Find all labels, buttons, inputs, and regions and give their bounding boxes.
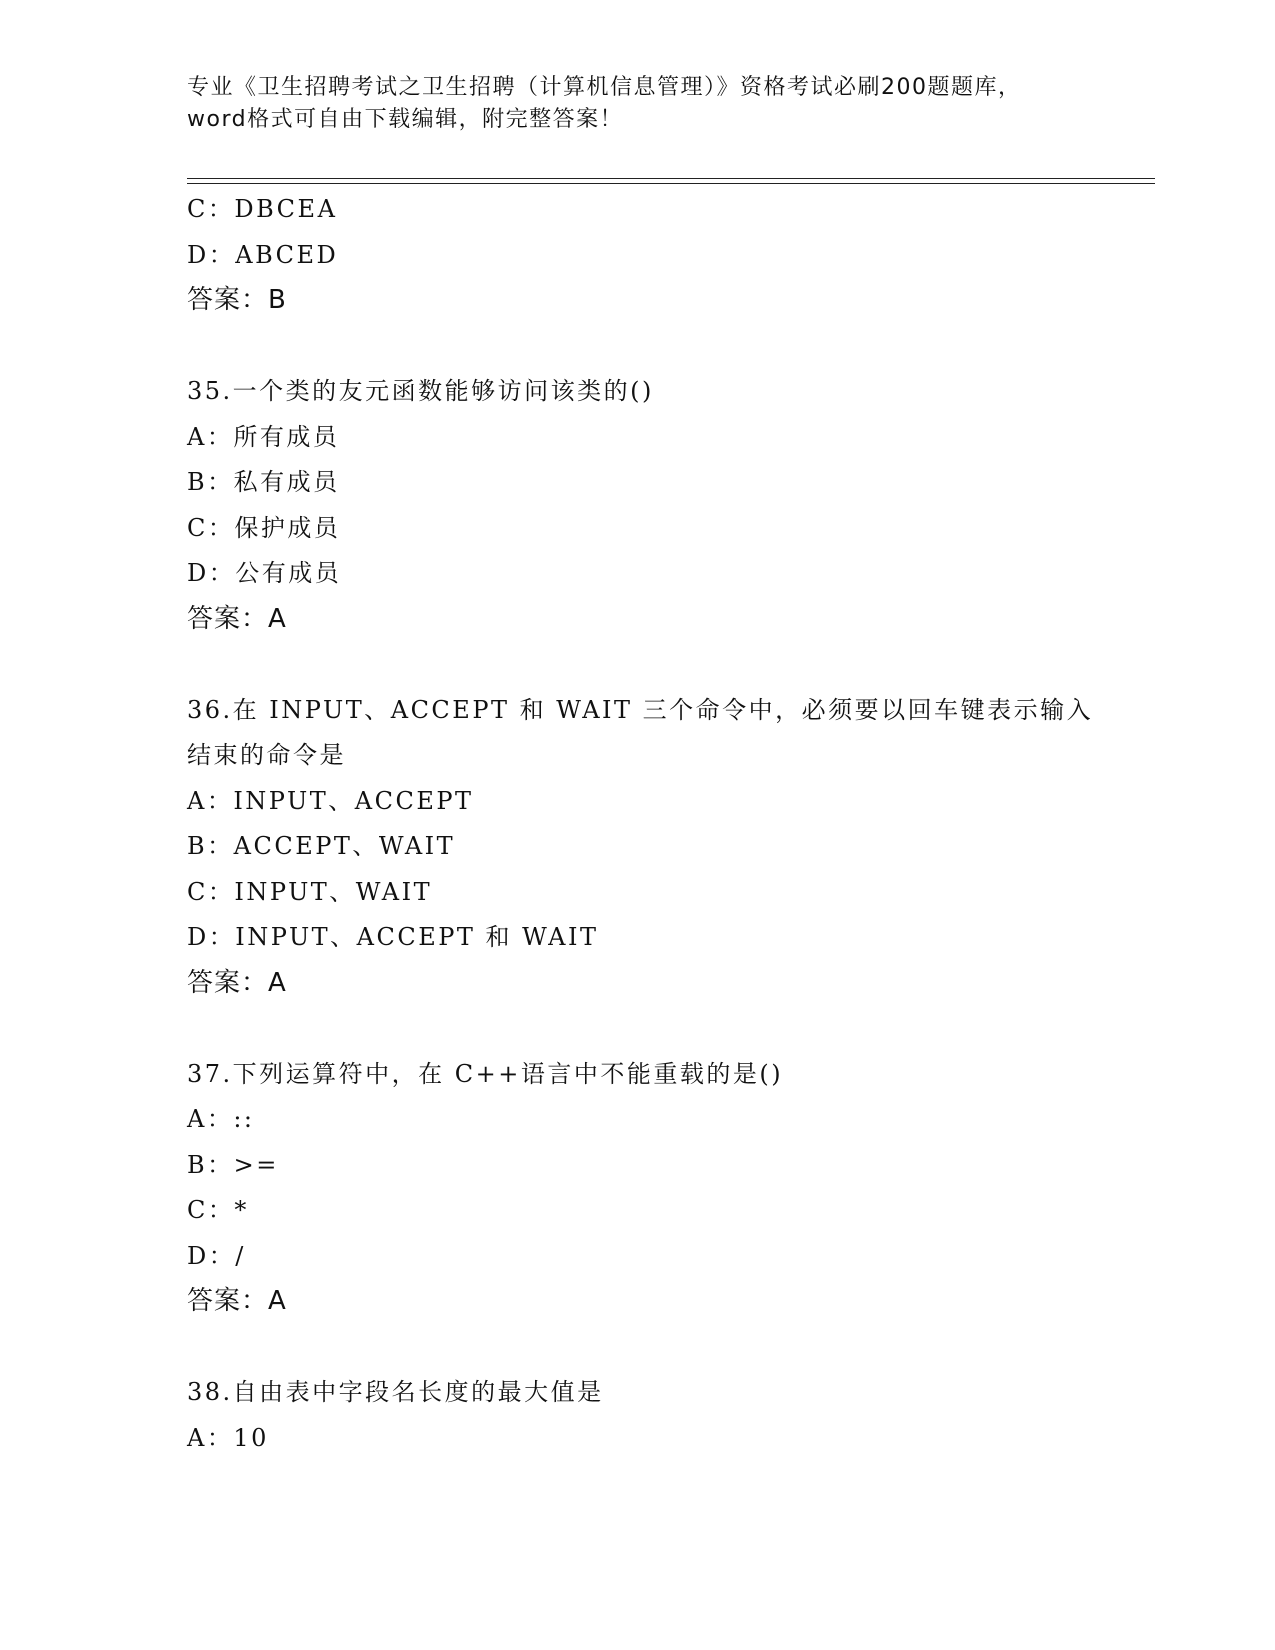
q37-question-text: 37.下列运算符中，在 C++语言中不能重载的是() xyxy=(187,1059,784,1088)
q37-option-c: C：* xyxy=(187,1196,249,1224)
q37-option-a: A：:: xyxy=(187,1105,255,1133)
header-title-line-1: 专业《卫生招聘考试之卫生招聘（计算机信息管理）》资格考试必刷200题题库， xyxy=(187,75,1022,100)
q35-option-a: A：所有成员 xyxy=(187,422,340,451)
spacer xyxy=(187,324,1087,370)
header-divider-bottom xyxy=(187,183,1155,184)
q37-option-b: B：>= xyxy=(187,1150,279,1179)
spacer xyxy=(187,1325,1087,1371)
document-header xyxy=(187,72,1087,136)
q37-answer: 答案：A xyxy=(187,1286,287,1316)
q35-option-c: C：保护成员 xyxy=(187,513,341,542)
q36-answer: 答案：A xyxy=(187,967,287,998)
question-content xyxy=(187,187,1094,1461)
q38-question-text: 38.自由表中字段名长度的最大值是 xyxy=(187,1378,604,1406)
q34-answer: 答案：B xyxy=(187,285,287,315)
spacer xyxy=(187,642,1087,688)
q35-question-text: 35.一个类的友元函数能够访问该类的() xyxy=(187,377,654,405)
q34-option-d: D：ABCED xyxy=(187,240,339,269)
header-title-line-2: word格式可自由下载编辑，附完整答案！ xyxy=(187,107,624,132)
q36-question-text-line-1: 36.在 INPUT、ACCEPT 和 WAIT 三个命令中，必须要以回车键表示输入 xyxy=(187,695,1094,724)
spacer xyxy=(187,1006,1087,1052)
q36-question-text-line-2: 结束的命令是 xyxy=(187,741,346,769)
q35-option-b: B：私有成员 xyxy=(187,468,340,496)
q36-option-c: C：INPUT、WAIT xyxy=(187,877,433,906)
q38-option-a: A：10 xyxy=(187,1423,269,1452)
q37-option-d: D：/ xyxy=(187,1241,246,1270)
q36-option-b: B：ACCEPT、WAIT xyxy=(187,832,456,860)
q36-option-d: D：INPUT、ACCEPT 和 WAIT xyxy=(187,923,599,951)
q35-answer: 答案：A xyxy=(187,603,287,634)
header-divider-top xyxy=(187,178,1155,179)
q36-option-a: A：INPUT、ACCEPT xyxy=(187,786,474,815)
q34-option-c: C：DBCEA xyxy=(187,195,338,223)
q35-option-d: D：公有成员 xyxy=(187,559,342,587)
